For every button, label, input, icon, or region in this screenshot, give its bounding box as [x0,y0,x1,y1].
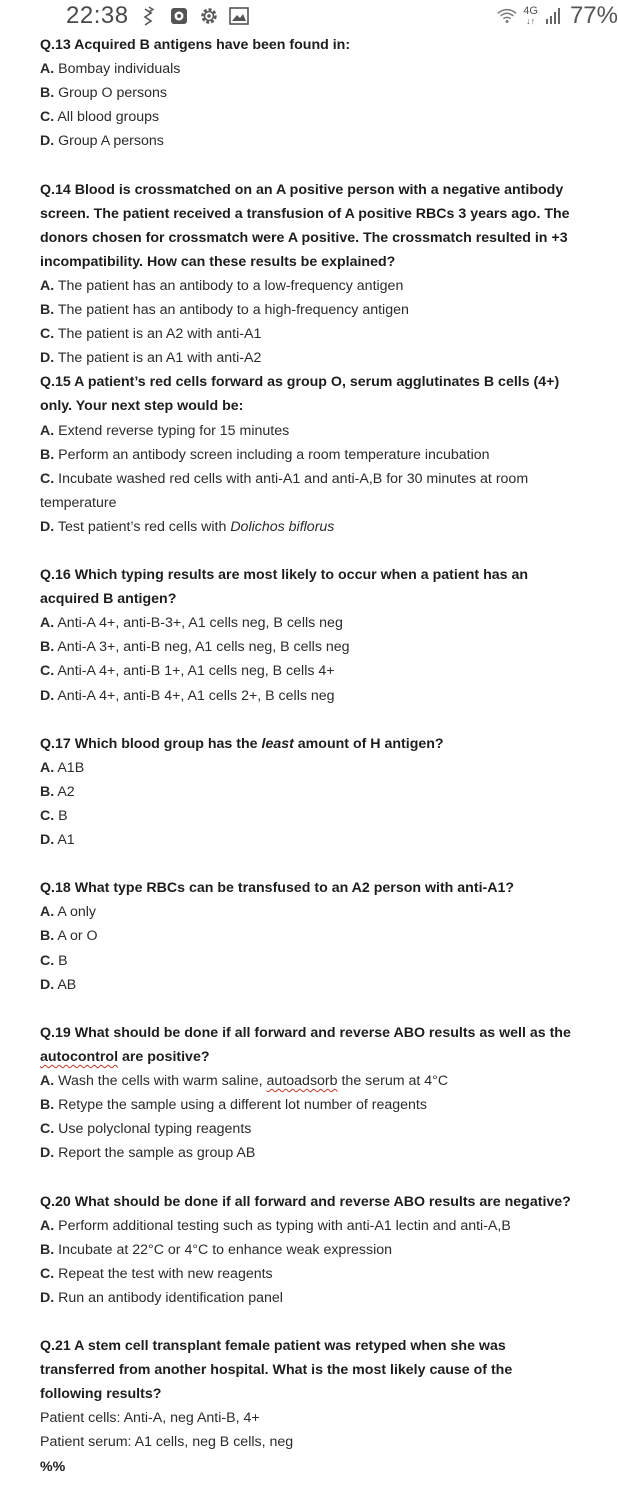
question-title: screen. The patient received a transfusion of A positive RBCs 3 years ago. The [40,205,570,222]
option-letter: C. [40,326,55,343]
option-letter: B. [40,783,55,800]
option-letter: D. [40,350,55,367]
network-type [523,6,538,26]
option-letter: B. [40,1241,55,1258]
option-text: A or O [54,928,98,945]
option-text: All blood groups [54,109,160,126]
option-letter: D. [40,976,55,993]
option-a [40,611,610,635]
option-letter: A. [40,277,55,294]
question-title: Q.20 What should be done if all forward and reverse ABO results are negative? [40,1193,571,1210]
status-time: 22:38 [66,2,129,29]
option-c [40,1262,610,1286]
option-a [40,1069,610,1093]
option-d [40,346,610,370]
option-text: Incubate at 22°C or 4°C to enhance weak expression [54,1241,393,1258]
option-text: B [54,952,68,969]
title-rest: are positive? [118,1048,210,1065]
option-b [40,443,610,467]
option-a [40,57,610,81]
option-text: Retype the sample using a different lot number of reagents [54,1097,427,1114]
option-text: Extend reverse typing for 15 minutes [54,422,290,439]
option-letter: A. [40,615,55,632]
option-letter: B. [40,928,55,945]
option-text: Group A persons [54,133,164,150]
spacer [40,852,610,876]
option-text: B [54,808,68,824]
option-text: Anti-A 4+, anti-B-3+, A1 cells neg, B cells neg [54,615,343,632]
question-title: acquired B antigen? [40,591,177,608]
question-title: Q.19 What should be done if all forward and reverse ABO results as well as the [40,1024,571,1041]
clock-app-icon [169,6,189,26]
option-text: Anti-A 3+, anti-B neg, A1 cells neg, B cells neg [54,639,350,656]
option-letter: A. [40,904,55,921]
spacer [40,1310,610,1334]
option-d [40,515,610,539]
option-letter: D. [40,1289,55,1306]
option-text: Use polyclonal typing reagents [54,1121,252,1138]
spellcheck-word: autoadsorb [266,1073,338,1090]
option-c [40,467,610,491]
option-letter: A. [40,422,55,439]
question-title: incompatibility. How can these results be explained? [40,253,396,270]
option-c [40,949,610,973]
option-b [40,298,610,322]
question-title: only. Your next step would be: [40,398,244,415]
option-a [40,900,610,924]
option-letter: B. [40,85,55,102]
option-b [40,81,610,105]
option-letter: C. [40,663,55,680]
option-text-italic: Dolichos biflorus [230,518,335,535]
option-letter: C. [40,1121,55,1138]
option-letter: C. [40,1265,55,1282]
option-letter: B. [40,446,55,463]
option-letter: B. [40,639,55,656]
option-c [40,322,610,346]
option-b [40,1093,610,1117]
option-d [40,973,610,997]
option-text: Perform an antibody screen including a room temperature incubation [54,446,490,463]
option-text: Report the sample as group AB [54,1145,256,1162]
title-pre: Q.17 Which blood group has the [40,735,262,752]
option-b [40,924,610,948]
option-letter: A. [40,1073,55,1090]
question-title: Q.13 Acquired B antigens have been found in: [40,37,351,53]
spacer [40,708,610,732]
option-text: The patient is an A1 with anti-A2 [54,350,262,367]
option-text: A1 [54,832,75,849]
question-title: following results? [40,1386,162,1403]
battery-percent: 77% [569,2,618,29]
option-d [40,129,610,153]
question-title: Q.14 Blood is crossmatched on an A positive person with a negative antibody [40,181,564,198]
question-title: transferred from another hospital. What is the most likely cause of the [40,1362,513,1379]
option-letter: D. [40,832,55,849]
option-b [40,635,610,659]
cell-signal-icon [544,6,564,26]
title-emphasis: least [261,735,294,752]
spellcheck-word: autocontrol [40,1048,119,1065]
option-letter: A. [40,61,55,78]
spacer [40,539,610,563]
option-text: A only [54,904,96,921]
question-title [40,732,610,756]
option-d [40,1286,610,1310]
question-title: Q.15 A patient’s red cells forward as group O, serum agglutinates B cells (4+) [40,374,560,391]
option-b [40,780,610,804]
question-title: Q.16 Which typing results are most likely to occur when a patient has an [40,567,529,584]
option-text: Group O persons [54,85,167,102]
option-letter: C. [40,952,55,969]
document-content [40,33,610,1479]
option-a [40,419,610,443]
question-title: Q.21 A stem cell transplant female patient was retyped when she was [40,1338,506,1355]
option-letter: D. [40,518,55,535]
option-text: AB [54,976,77,993]
signal-notify-icon [139,6,159,26]
spacer [40,1165,610,1189]
option-text: A2 [54,783,75,800]
spacer [40,153,610,177]
settings-icon [199,6,219,26]
image-icon [229,6,249,26]
option-text: Test patient’s red cells with [54,518,231,535]
option-letter: D. [40,687,55,704]
option-text: Repeat the test with new reagents [54,1265,273,1282]
option-letter: C. [40,470,55,487]
option-d [40,1141,610,1165]
option-text: Bombay individuals [54,61,181,78]
option-c [40,105,610,129]
option-text: The patient is an A2 with anti-A1 [54,326,262,343]
option-text: Wash the cells with warm saline, [54,1073,267,1090]
option-text: A1B [54,759,85,776]
question-title [40,1045,610,1069]
option-text: Anti-A 4+, anti-B 4+, A1 cells 2+, B cells neg [54,687,335,704]
wifi-icon [497,6,517,26]
option-a [40,1214,610,1238]
option-a [40,756,610,780]
option-letter: B. [40,1097,55,1114]
option-text: Run an antibody identification panel [54,1289,283,1306]
option-letter: B. [40,302,55,319]
patient-cells-info: Patient cells: Anti-A, neg Anti-B, 4+ [40,1410,260,1427]
option-text: Anti-A 4+, anti-B 1+, A1 cells neg, B cells 4+ [54,663,335,680]
option-c [40,804,610,828]
option-letter: D. [40,133,55,150]
title-post: amount of H antigen? [293,735,444,752]
patient-serum-info: Patient serum: A1 cells, neg B cells, neg [40,1434,294,1451]
option-text-post: the serum at 4°C [337,1073,449,1090]
question-title: donors chosen for crossmatch were A positive. The crossmatch resulted in +3 [40,229,568,246]
option-text: The patient has an antibody to a low-frequency antigen [54,277,404,294]
data-arrows-icon: ↓↑ [526,16,536,26]
option-letter: A. [40,759,55,776]
option-d [40,828,610,852]
option-letter: D. [40,1145,55,1162]
placeholder-marker: %% [40,1458,66,1475]
option-text: Perform additional testing such as typing with anti-A1 lectin and anti-A,B [54,1217,511,1234]
option-c [40,1117,610,1141]
question-title: Q.18 What type RBCs can be transfused to an A2 person with anti-A1? [40,880,515,897]
option-letter: C. [40,808,55,824]
option-c [40,659,610,683]
status-right [497,2,618,30]
option-c-continued: temperature [40,494,117,511]
network-label: 4G [523,5,538,17]
option-b [40,1238,610,1262]
option-d [40,684,610,708]
spacer [40,997,610,1021]
option-text: The patient has an antibody to a high-frequency antigen [54,302,409,319]
option-text: Incubate washed red cells with anti-A1 and anti-A,B for 30 minutes at room [54,470,529,487]
option-a [40,274,610,298]
status-left [66,2,249,30]
option-letter: C. [40,109,55,126]
status-bar [0,0,618,32]
option-letter: A. [40,1217,55,1234]
